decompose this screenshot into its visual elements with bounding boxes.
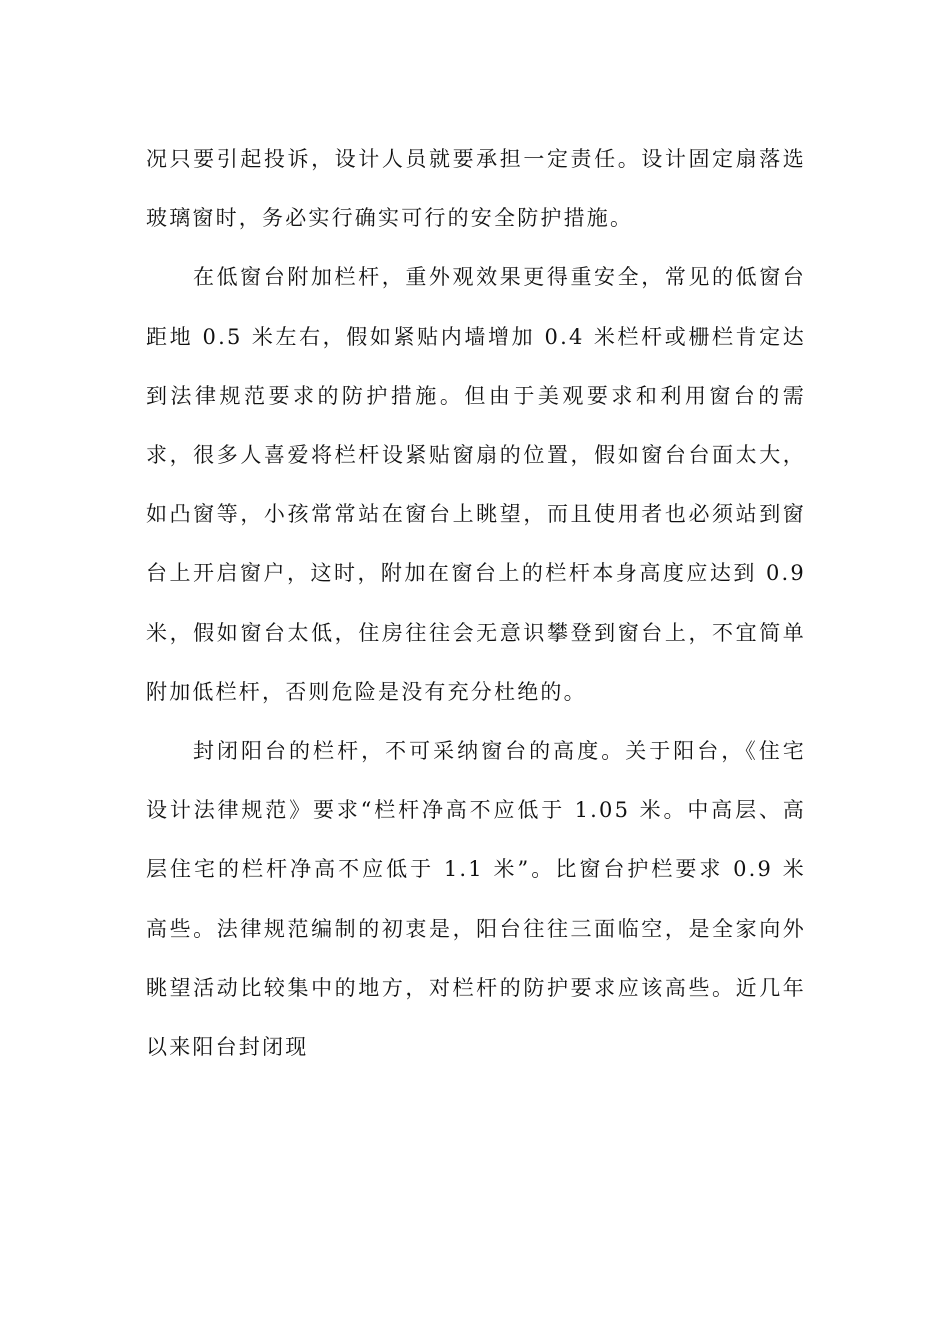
paragraph-2: 在低窗台附加栏杆，重外观效果更得重安全，常见的低窗台距地 0.5 米左右，假如紧贴内墙增加 0.4 米栏杆或栅栏肯定达到法律规范要求的防护措施。但由于美观要求和利用窗台的需求，很多人喜爱将栏杆设紧贴窗扇的位置，假如窗台台面太大，如凸窗等，小孩常常站在窗台上眺望，而且使用者也必须站到窗台上开启窗户，这时，附加在窗台上的栏杆本身高度应达到 0.9 米，假如窗台太低，住房往往会无意识攀登到窗台上，不宜简单附加低栏杆，否则危险是没有充分杜绝的。 bbox=[146, 265, 806, 704]
body-text bbox=[146, 130, 806, 1077]
paragraph-1: 况只要引起投诉，设计人员就要承担一定责任。设计固定扇落选玻璃窗时，务必实行确实可行的安全防护措施。 bbox=[146, 147, 806, 231]
paragraph-3: 封闭阳台的栏杆，不可采纳窗台的高度。关于阳台，《住宅设计法律规范》要求“栏杆净高不应低于 1.05 米。中高层、高层住宅的栏杆净高不应低于 1.1 米”。比窗台护栏要求 0.9 米高些。法律规范编制的初衷是，阳台往往三面临空，是全家向外眺望活动比较集中的地方，对栏杆的防护要求应该高些。近几年以来阳台封闭现 bbox=[146, 739, 806, 1060]
